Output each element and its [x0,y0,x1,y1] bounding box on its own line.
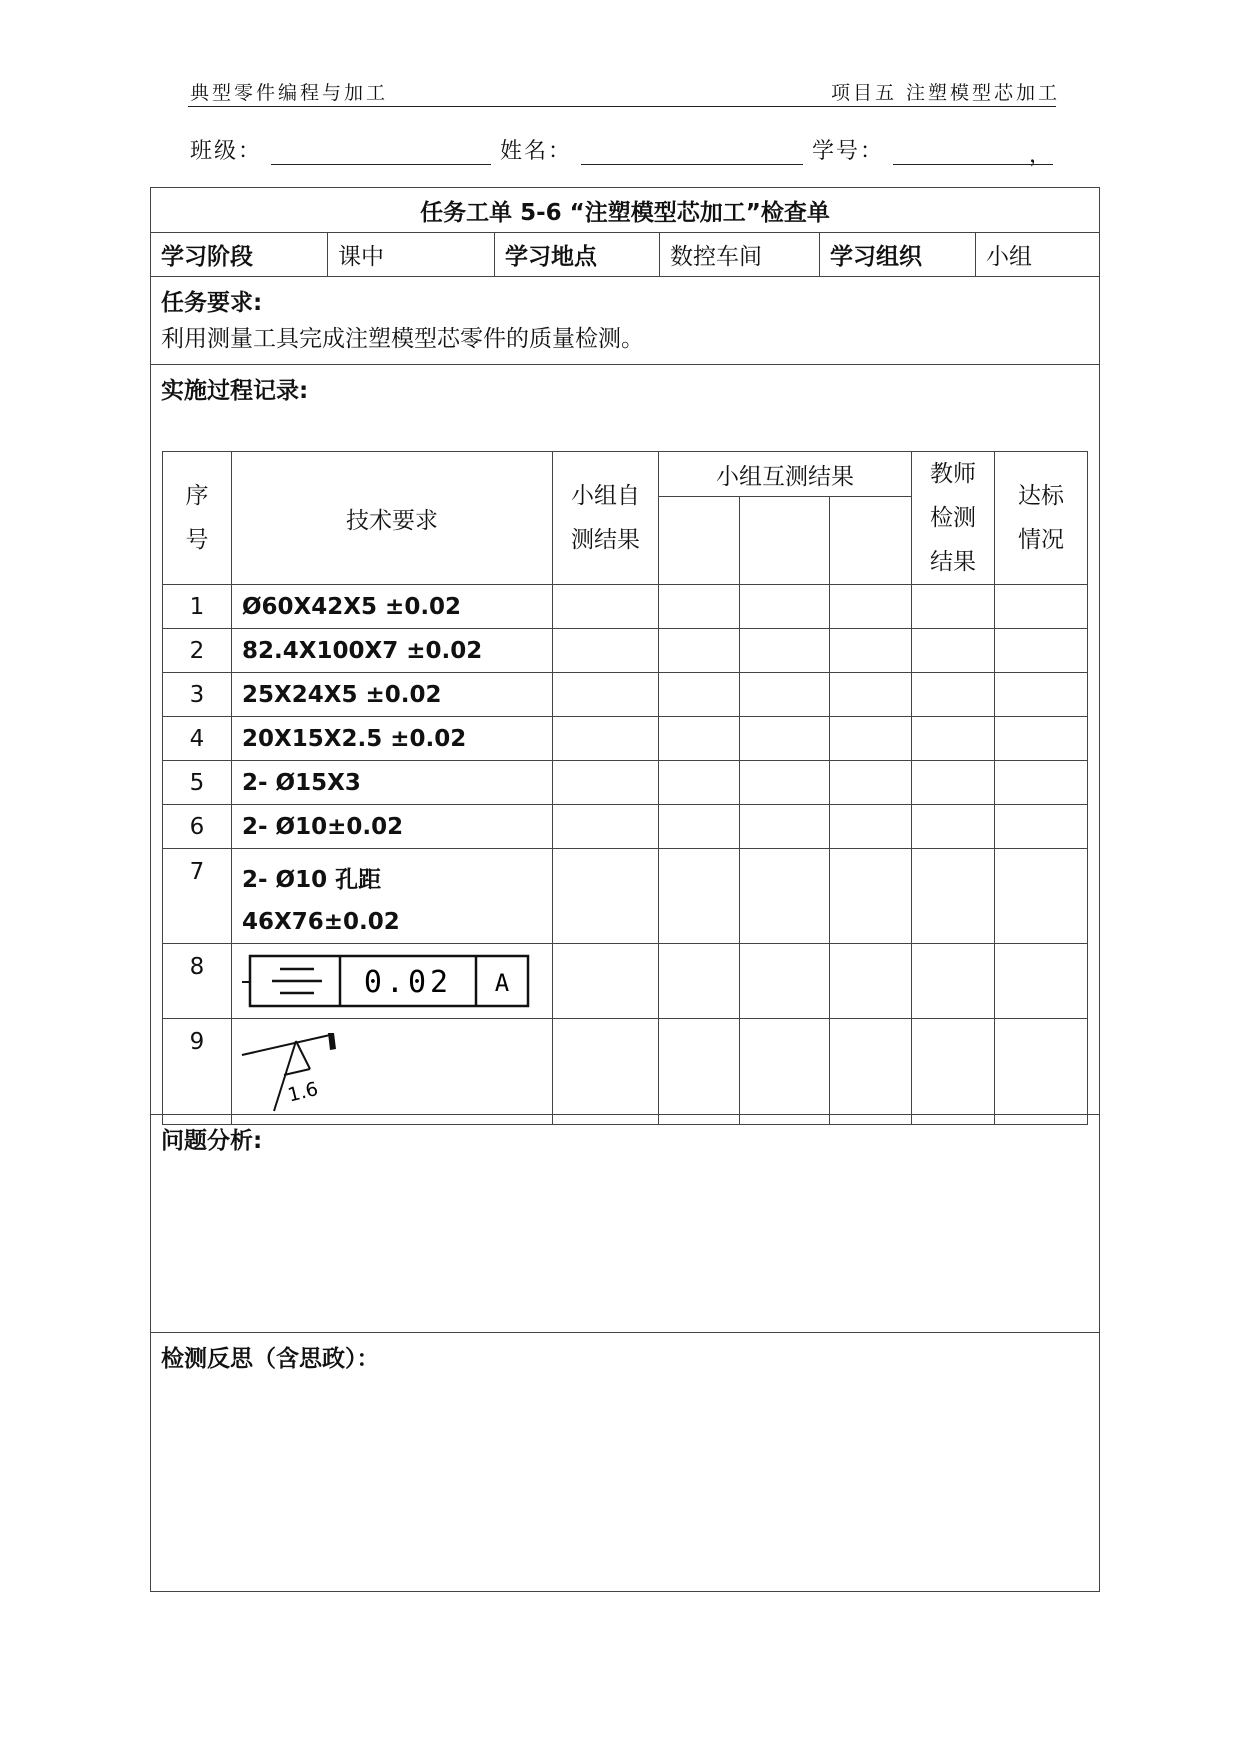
header-teacher: 教师 检测 结果 [912,452,995,585]
cell[interactable] [912,585,995,629]
info-row [151,233,1099,277]
roughness-value: 1.6 [285,1077,321,1107]
class-label: 班级： [190,139,263,164]
task-title: 任务要求: [161,290,263,316]
place-label: 学习地点 [495,233,660,276]
cell[interactable] [830,585,912,629]
row-requirement [232,944,553,1019]
cell[interactable] [659,849,740,944]
place-value: 数控车间 [660,233,820,276]
process-title: 实施过程记录: [161,378,309,404]
row-seq: 4 [163,717,232,761]
cell[interactable] [659,717,740,761]
cell[interactable] [553,629,659,673]
id-trailing-comma: ， [1029,143,1054,168]
student-info-line [190,134,1054,168]
cell[interactable] [659,761,740,805]
page-header-course: 典型零件编程与加工 [190,82,389,104]
cell[interactable] [995,1019,1088,1125]
row-requirement: 2- Ø15X3 [232,761,553,805]
cell[interactable] [740,1019,830,1125]
symmetry-tolerance-frame-icon [242,950,532,1012]
cell[interactable] [912,944,995,1019]
cell[interactable] [740,717,830,761]
cell[interactable] [740,673,830,717]
tolerance-value: 0.02 [363,965,453,1000]
cell[interactable] [553,761,659,805]
peer-col-3 [830,497,912,585]
cell[interactable] [830,849,912,944]
table-row [163,673,1088,717]
cell[interactable] [553,849,659,944]
cell[interactable] [659,805,740,849]
cell[interactable] [553,673,659,717]
header-self-test: 小组自 测结果 [553,452,659,585]
row-seq: 9 [163,1019,232,1125]
cell[interactable] [740,849,830,944]
cell[interactable] [740,944,830,1019]
header-requirement: 技术要求 [232,452,553,585]
cell[interactable] [740,629,830,673]
stage-label: 学习阶段 [151,233,328,276]
row-requirement: 82.4X100X7 ±0.02 [232,629,553,673]
task-text: 利用测量工具完成注塑模型芯零件的质量检测。 [161,326,644,352]
analysis-title: 问题分析: [161,1128,263,1154]
cell[interactable] [830,629,912,673]
row-requirement: 2- Ø10 孔距 46X76±0.02 [232,849,553,944]
page-header-project: 项目五 注塑模型芯加工 [830,82,1060,104]
cell[interactable] [830,761,912,805]
student-id-blank[interactable] [893,138,1054,168]
cell[interactable] [995,849,1088,944]
cell[interactable] [995,717,1088,761]
cell[interactable] [912,1019,995,1125]
table-row [163,849,1088,944]
header-seq: 序 号 [163,452,232,585]
table-row [163,629,1088,673]
row-seq: 5 [163,761,232,805]
table-row [163,805,1088,849]
surface-roughness-icon [240,1023,350,1118]
cell[interactable] [553,1019,659,1125]
sheet-title: 任务工单 5-6 “注塑模型芯加工”检查单 [151,188,1099,233]
cell[interactable] [912,849,995,944]
cell[interactable] [995,629,1088,673]
row-seq: 1 [163,585,232,629]
cell[interactable] [553,717,659,761]
cell[interactable] [912,805,995,849]
cell[interactable] [830,673,912,717]
row-seq: 6 [163,805,232,849]
cell[interactable] [995,761,1088,805]
table-row [163,717,1088,761]
cell[interactable] [995,805,1088,849]
cell[interactable] [553,805,659,849]
inspection-table [162,451,1088,1125]
cell[interactable] [912,761,995,805]
header-status: 达标 情况 [995,452,1088,585]
cell[interactable] [659,629,740,673]
row-requirement [232,1019,553,1125]
cell[interactable] [740,761,830,805]
stage-value: 课中 [328,233,495,276]
row-seq: 2 [163,629,232,673]
datum-letter: A [494,969,510,997]
task-section [151,277,1099,365]
row-seq: 7 [163,849,232,944]
cell[interactable] [740,805,830,849]
org-label: 学习组织 [820,233,976,276]
cell[interactable] [740,585,830,629]
name-blank[interactable] [581,138,803,165]
cell[interactable] [830,1019,912,1125]
row-seq: 3 [163,673,232,717]
cell[interactable] [553,585,659,629]
cell[interactable] [659,944,740,1019]
name-label: 姓名： [500,139,573,164]
row-requirement: 25X24X5 ±0.02 [232,673,553,717]
cell[interactable] [659,673,740,717]
header-divider [188,106,1056,107]
peer-col-1 [659,497,740,585]
cell[interactable] [659,585,740,629]
class-blank[interactable] [271,138,491,165]
table-row [163,761,1088,805]
cell[interactable] [995,673,1088,717]
row-requirement: Ø60X42X5 ±0.02 [232,585,553,629]
reflection-title: 检测反思（含思政）： [161,1346,380,1372]
row-seq: 8 [163,944,232,1019]
cell[interactable] [830,944,912,1019]
table-row [163,944,1088,1019]
cell[interactable] [912,717,995,761]
header-peer-test: 小组互测结果 [659,452,912,497]
cell[interactable] [659,1019,740,1125]
org-value: 小组 [986,244,1032,270]
peer-col-2 [740,497,830,585]
cell[interactable] [830,805,912,849]
cell[interactable] [553,944,659,1019]
student-id-label: 学号： [812,139,885,164]
cell[interactable] [912,673,995,717]
cell[interactable] [830,717,912,761]
row-requirement: 20X15X2.5 ±0.02 [232,717,553,761]
cell[interactable] [912,629,995,673]
row-requirement: 2- Ø10±0.02 [232,805,553,849]
table-row [163,585,1088,629]
cell[interactable] [995,944,1088,1019]
analysis-section[interactable] [151,1115,1099,1333]
table-row [163,1019,1088,1125]
cell[interactable] [995,585,1088,629]
reflection-section[interactable] [151,1333,1099,1591]
